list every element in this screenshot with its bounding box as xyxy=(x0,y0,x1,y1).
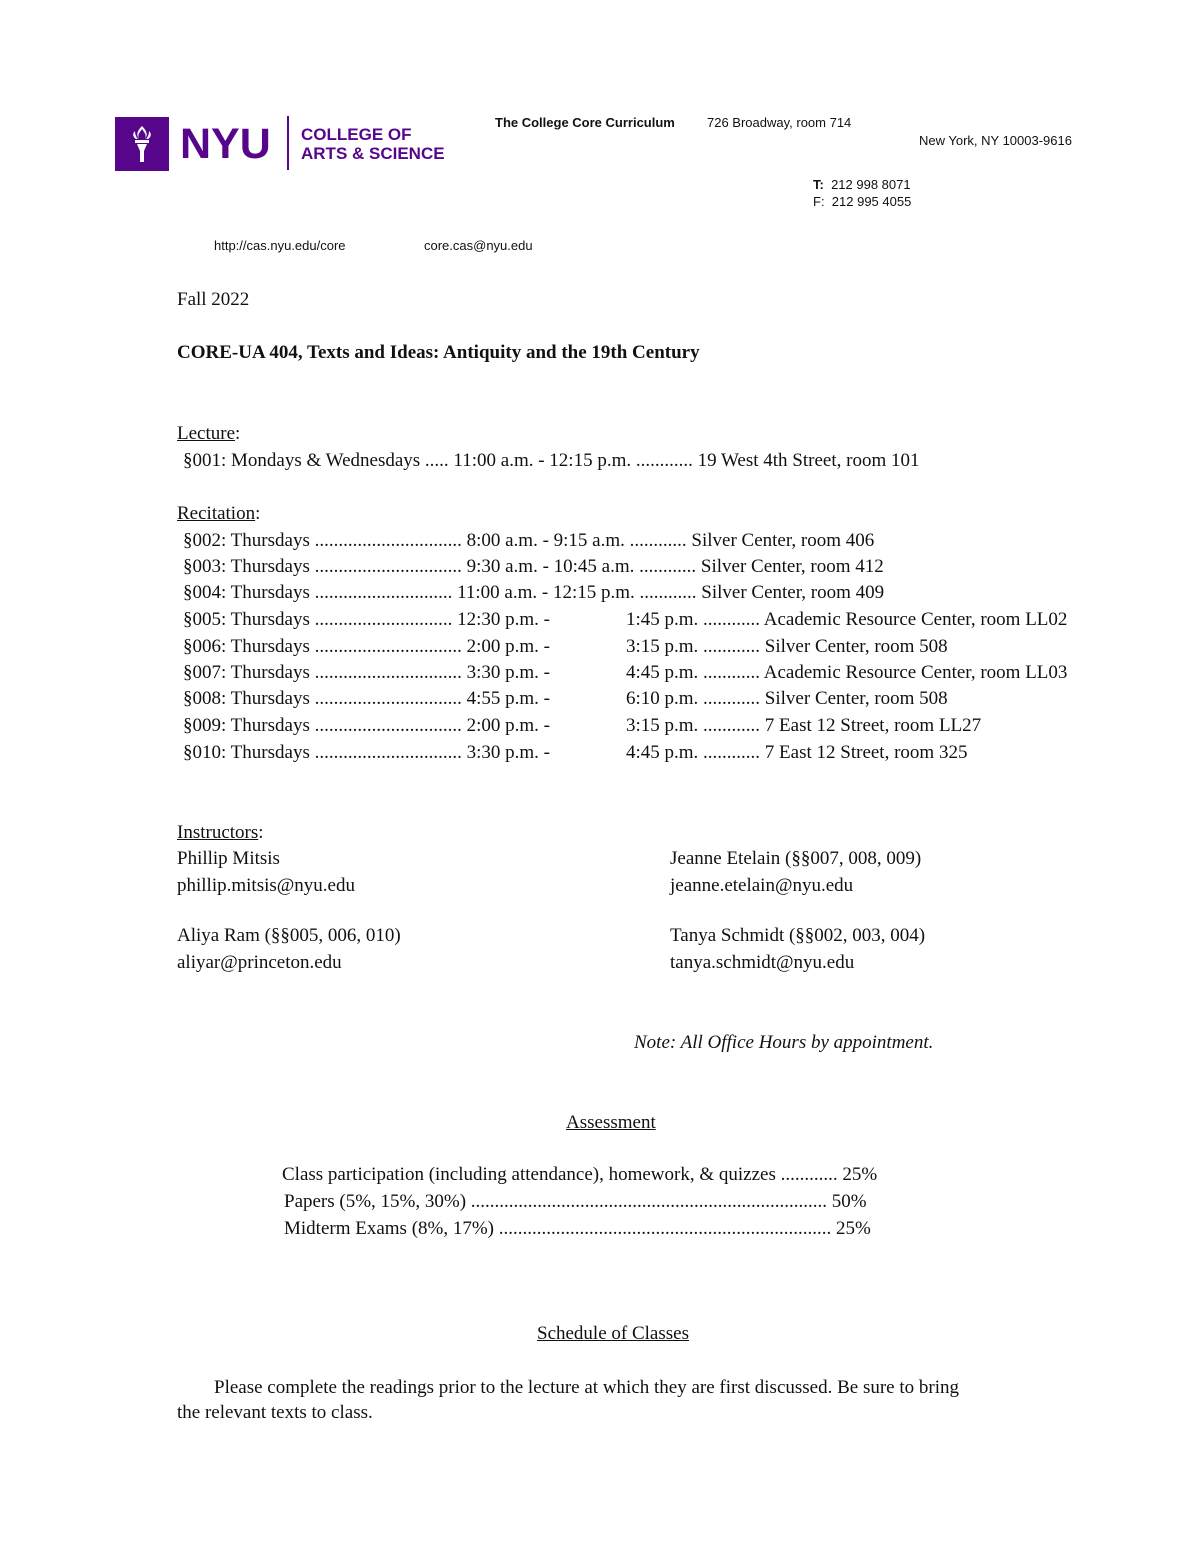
recitation-row: §005: Thursdays ............................. 12:30 p.m. - xyxy=(183,609,550,630)
torch-icon xyxy=(115,117,169,171)
instructors-heading xyxy=(177,822,264,844)
program-name: The College Core Curriculum xyxy=(495,115,675,130)
schedule-intro-line2: the relevant texts to class. xyxy=(177,1402,373,1423)
email-link[interactable]: core.cas@nyu.edu xyxy=(424,238,533,253)
recitation-row-end: 3:15 p.m. ............ Silver Center, room 508 xyxy=(626,636,948,657)
assessment-item: Midterm Exams (8%, 17%) ...................................................................... 25% xyxy=(284,1218,871,1239)
instructor-name: Jeanne Etelain (§§007, 008, 009) xyxy=(670,848,922,869)
instructors-heading-colon: : xyxy=(258,822,264,843)
recitation-row-end: 4:45 p.m. ............ Academic Resource Center, room LL03 xyxy=(626,662,1068,683)
schedule-intro-line1: Please complete the readings prior to the lecture at which they are first discussed. Be sure to bring xyxy=(214,1377,959,1398)
recitation-row-end: 4:45 p.m. ............ 7 East 12 Street, room 325 xyxy=(626,742,968,763)
instructor-name: Phillip Mitsis xyxy=(177,848,280,869)
logo-college-of: COLLEGE OF xyxy=(301,125,412,144)
lecture-heading-colon: : xyxy=(235,423,241,444)
phone-number: 212 998 8071 xyxy=(831,177,911,192)
lecture-line: §001: Mondays & Wednesdays ..... 11:00 a.m. - 12:15 p.m. ............ 19 West 4th Street, room 101 xyxy=(183,450,920,471)
recitation-row: §008: Thursdays ............................... 4:55 p.m. - xyxy=(183,688,550,709)
instructor-email[interactable]: aliyar@princeton.edu xyxy=(177,952,342,973)
recitation-row: §006: Thursdays ............................... 2:00 p.m. - xyxy=(183,636,550,657)
recitation-heading-text: Recitation xyxy=(177,503,256,524)
recitation-heading-colon: : xyxy=(255,503,261,524)
office-address: 726 Broadway, room 714 xyxy=(707,115,852,130)
recitation-row: §003: Thursdays ............................... 9:30 a.m. - 10:45 a.m. ............ Silver Center, room 412 xyxy=(183,556,884,577)
fax-line xyxy=(813,194,911,209)
instructor-name: Aliya Ram (§§005, 006, 010) xyxy=(177,925,401,946)
assessment-item: Papers (5%, 15%, 30%) ........................................................................... 50% xyxy=(284,1191,867,1212)
phone-label: T: xyxy=(813,177,824,192)
fax-label: F: xyxy=(813,194,825,209)
instructor-email[interactable]: tanya.schmidt@nyu.edu xyxy=(670,952,855,973)
city-address: New York, NY 10003-9616 xyxy=(919,133,1072,148)
assessment-item: Class participation (including attendance), homework, & quizzes ............ 25% xyxy=(282,1164,878,1185)
recitation-row-end: 3:15 p.m. ............ 7 East 12 Street, room LL27 xyxy=(626,715,982,736)
lecture-heading xyxy=(177,423,240,445)
recitation-row: §002: Thursdays ............................... 8:00 a.m. - 9:15 a.m. ............ Silver Center, room 406 xyxy=(183,530,875,551)
recitation-row-end: 1:45 p.m. ............ Academic Resource Center, room LL02 xyxy=(626,609,1068,630)
phone-line xyxy=(813,177,911,192)
recitation-row: §009: Thursdays ............................... 2:00 p.m. - xyxy=(183,715,550,736)
nyu-torch-logo xyxy=(115,117,169,171)
logo-divider xyxy=(287,116,289,170)
term: Fall 2022 xyxy=(177,289,250,310)
fax-number: 212 995 4055 xyxy=(831,194,912,209)
instructor-name: Tanya Schmidt (§§002, 003, 004) xyxy=(670,925,926,946)
lecture-heading-text: Lecture xyxy=(177,423,236,444)
instructor-email[interactable]: jeanne.etelain@nyu.edu xyxy=(670,875,854,896)
recitation-row-end: 6:10 p.m. ............ Silver Center, room 508 xyxy=(626,688,948,709)
schedule-heading: Schedule of Classes xyxy=(537,1323,689,1344)
recitation-row: §004: Thursdays ............................. 11:00 a.m. - 12:15 p.m. ............ Silver Center, room 409 xyxy=(183,582,885,603)
recitation-row: §010: Thursdays ............................... 3:30 p.m. - xyxy=(183,742,550,763)
instructors-heading-text: Instructors xyxy=(177,822,259,843)
assessment-heading: Assessment xyxy=(566,1112,656,1133)
website-link[interactable]: http://cas.nyu.edu/core xyxy=(214,238,346,253)
recitation-row: §007: Thursdays ............................... 3:30 p.m. - xyxy=(183,662,550,683)
course-title: CORE-UA 404, Texts and Ideas: Antiquity and the 19th Century xyxy=(177,342,700,363)
nyu-wordmark: NYU xyxy=(180,120,271,168)
office-hours-note: Note: All Office Hours by appointment. xyxy=(634,1032,934,1053)
recitation-heading xyxy=(177,503,260,525)
logo-arts-science: ARTS & SCIENCE xyxy=(301,144,445,163)
instructor-email[interactable]: phillip.mitsis@nyu.edu xyxy=(177,875,355,896)
